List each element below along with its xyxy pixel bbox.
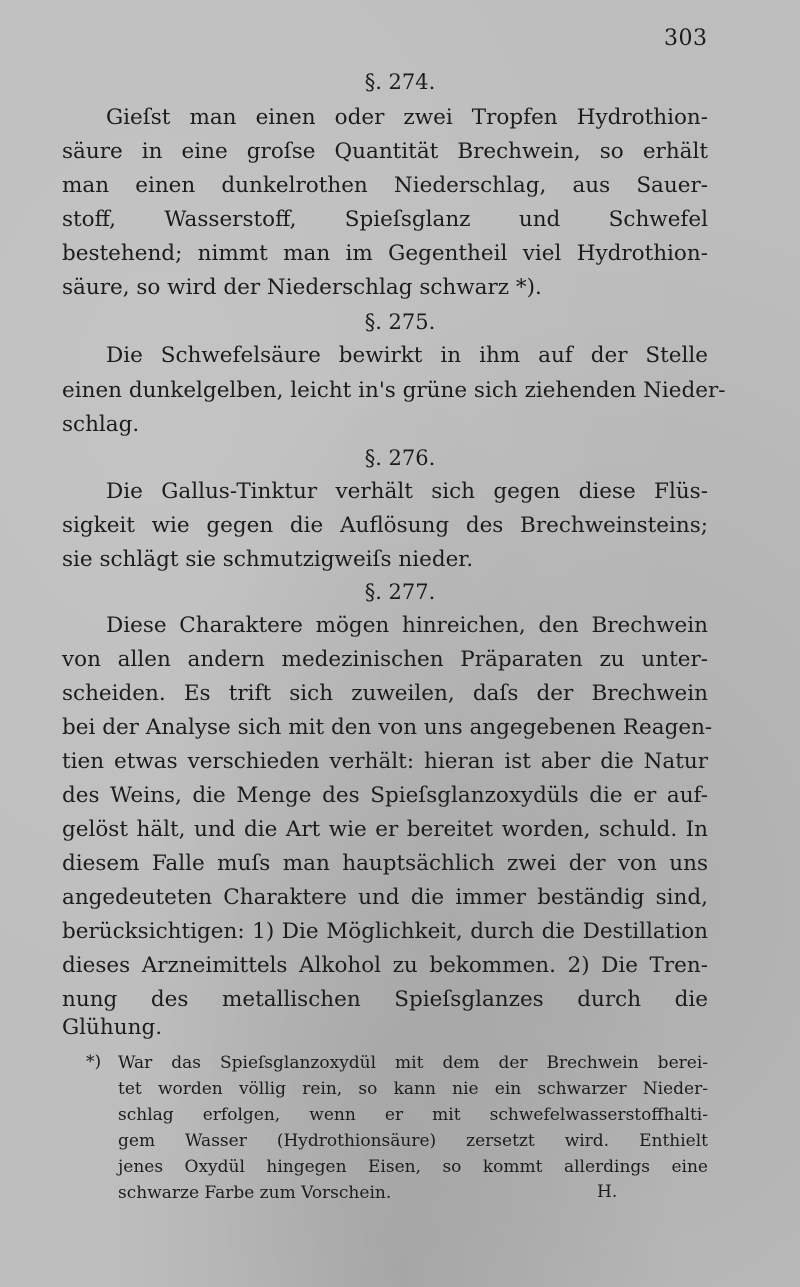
text-line: sie schlägt sie schmutzigweiſs nieder. bbox=[62, 547, 474, 572]
footnote-line: tet worden völlig rein, so kann nie ein schwarzer Nieder- bbox=[118, 1079, 708, 1099]
text-line: Die Gallus-Tinktur verhält sich gegen diese Flüs- bbox=[106, 479, 708, 504]
text-line: Gieſst man einen oder zwei Tropfen Hydrothion- bbox=[106, 105, 708, 130]
text-line: bestehend; nimmt man im Gegentheil viel Hydrothion- bbox=[62, 241, 708, 266]
text-line: Die Schwefelsäure bewirkt in ihm auf der Stelle bbox=[106, 343, 708, 368]
text-line: angedeuteten Charaktere und die immer beständig sind, bbox=[62, 885, 708, 910]
section-heading-277: §. 277. bbox=[364, 580, 436, 604]
footnote-line: War das Spieſsglanzoxydül mit dem der Brechwein berei- bbox=[118, 1053, 708, 1073]
footnote-line: gem Wasser (Hydrothionsäure) zersetzt wird. Enthielt bbox=[118, 1131, 708, 1151]
text-line: tien etwas verschieden verhält: hieran ist aber die Natur bbox=[62, 749, 708, 774]
text-line: stoff, Wasserstoff, Spieſsglanz und Schwefel bbox=[62, 207, 708, 232]
page-number: 303 bbox=[664, 26, 708, 51]
text-line: von allen andern medezinischen Präparaten zu unter- bbox=[62, 647, 708, 672]
text-line: säure in eine groſse Quantität Brechwein, so erhält bbox=[62, 139, 708, 164]
text-line: man einen dunkelrothen Niederschlag, aus Sauer- bbox=[62, 173, 708, 198]
text-line: diesem Falle muſs man hauptsächlich zwei der von uns bbox=[62, 851, 708, 876]
text-line: bei der Analyse sich mit den von uns angegebenen Reagen- bbox=[62, 715, 713, 740]
text-line: dieses Arzneimittels Alkohol zu bekommen. 2) Die Tren- bbox=[62, 953, 708, 978]
text-line: scheiden. Es trift sich zuweilen, daſs der Brechwein bbox=[62, 681, 708, 706]
footnote-line: schlag erfolgen, wenn er mit schwefelwasserstoffhalti- bbox=[118, 1105, 708, 1125]
text-line: des Weins, die Menge des Spieſsglanzoxydüls die er auf- bbox=[62, 783, 708, 808]
text-line: gelöst hält, und die Art wie er bereitet worden, schuld. In bbox=[62, 817, 708, 842]
text-line: nung des metallischen Spieſsglanzes durch die bbox=[62, 987, 708, 1012]
text-line: berücksichtigen: 1) Die Möglichkeit, durch die Destillation bbox=[62, 919, 708, 944]
section-heading-275: §. 275. bbox=[364, 310, 436, 334]
footnote-line: jenes Oxydül hingegen Eisen, so kommt allerdings eine bbox=[118, 1157, 708, 1177]
text-line: Glühung. bbox=[62, 1015, 163, 1040]
footnote-line: schwarze Farbe zum Vorschein. bbox=[118, 1183, 392, 1203]
section-heading-274: §. 274. bbox=[364, 70, 436, 94]
footnote-mark: *) bbox=[86, 1052, 102, 1072]
text-line: schlag. bbox=[62, 412, 140, 437]
footnote-signature: H. bbox=[597, 1182, 618, 1202]
text-line: Diese Charaktere mögen hinreichen, den Brechwein bbox=[106, 613, 708, 638]
section-heading-276: §. 276. bbox=[364, 446, 436, 470]
text-line: säure, so wird der Niederschlag schwarz *). bbox=[62, 275, 542, 300]
text-line: einen dunkelgelben, leicht in's grüne sich ziehenden Nieder- bbox=[62, 378, 726, 403]
text-line: sigkeit wie gegen die Auflösung des Brechweinsteins; bbox=[62, 513, 708, 538]
